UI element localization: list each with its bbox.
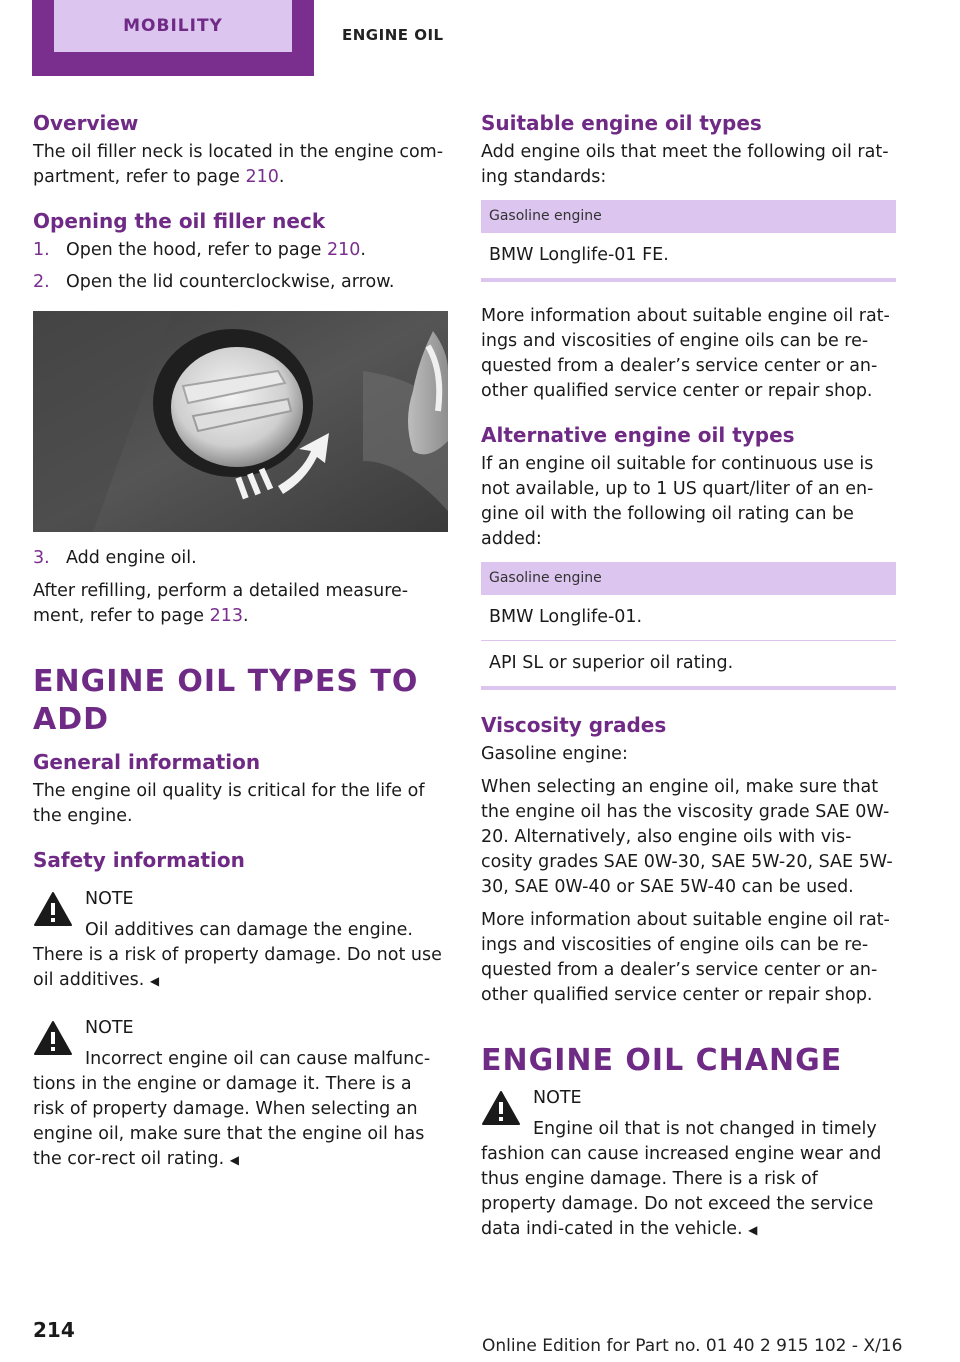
oil-table-1	[481, 200, 896, 282]
more-info-text: More information about suitable engine oil rat‐ings and viscosities of engine oils can be re‐quested from a dealer’s service center or an‐other qualified service center or repair shop.	[481, 910, 890, 1005]
table-row: BMW Longlife-01.	[481, 595, 896, 641]
steps-list	[33, 238, 448, 295]
steps-list-continued	[33, 546, 448, 571]
end-mark-icon: ◀	[748, 1223, 758, 1237]
safety-title: Safety information	[33, 848, 245, 872]
header-tab	[32, 0, 314, 76]
oil-table-2	[481, 562, 896, 690]
suitable-title: Suitable engine oil types	[481, 111, 762, 135]
table-row: BMW Longlife-01 FE.	[489, 245, 669, 265]
table-header: Gasoline engine	[481, 200, 896, 233]
note-block	[481, 1086, 896, 1243]
viscosity-text: When selecting an engine oil, make sure that the engine oil has the viscosity grade SAE 0W-20. Alternatively, also engine oils with vis‐cosity grades SAE 0W-30, SAE 5W-20, SAE 5W-30, SAE 0W-40 or SAE 5W-40 can be used.	[481, 777, 893, 897]
warning-triangle-icon	[33, 1020, 73, 1056]
warning-triangle-icon	[33, 891, 73, 927]
note-text: Incorrect engine oil can cause malfunc‐tions in the engine or damage it. There is a risk of property damage. When selecting an engine oil, make sure that the engine oil has the cor‐rect oil rating. ◀	[33, 1049, 431, 1169]
suitable-text: Add engine oils that meet the following oil rat‐ing standards:	[481, 142, 889, 187]
section-heading-types: ENGINE OIL TYPES TO ADD	[33, 664, 419, 737]
opening-title: Opening the oil filler neck	[33, 209, 326, 233]
page-number: 214	[33, 1318, 75, 1342]
oil-filler-cap-photo	[33, 311, 448, 532]
section-heading-change: ENGINE OIL CHANGE	[481, 1043, 843, 1078]
note-title: NOTE	[533, 1088, 582, 1108]
list-item: 3. Add engine oil.	[33, 548, 197, 568]
left-column	[33, 110, 448, 1181]
list-item: 2. Open the lid counterclockwise, arrow.	[33, 272, 395, 292]
end-mark-icon: ◀	[229, 1153, 239, 1167]
note-block	[33, 887, 448, 994]
note-title: NOTE	[85, 889, 134, 909]
right-column	[481, 110, 896, 1251]
page-link-210[interactable]: 210	[245, 167, 279, 187]
page-link-210[interactable]: 210	[327, 240, 361, 260]
page-link-213[interactable]: 213	[209, 606, 243, 626]
after-refill-text: After refilling, perform a detailed measure‐ment, refer to page 213.	[33, 581, 409, 626]
note-block	[33, 1016, 448, 1173]
table-row: API SL or superior oil rating.	[489, 653, 734, 673]
list-item: 1. Open the hood, refer to page 210.	[33, 240, 366, 260]
table-header: Gasoline engine	[481, 562, 896, 595]
note-title: NOTE	[85, 1018, 134, 1038]
alternative-title: Alternative engine oil types	[481, 423, 795, 447]
general-text: The engine oil quality is critical for the life of the engine.	[33, 781, 425, 826]
alternative-text: If an engine oil suitable for continuous use is not available, up to 1 US quart/liter of an en‐gine oil with the following oil rating can be added:	[481, 454, 874, 549]
overview-title: Overview	[33, 111, 139, 135]
edition-footer: Online Edition for Part no. 01 40 2 915 102 - X/16	[482, 1336, 903, 1356]
header-section-label: ENGINE OIL	[342, 26, 444, 44]
warning-triangle-icon	[481, 1090, 521, 1126]
viscosity-subtitle: Gasoline engine:	[481, 744, 628, 764]
header-tab-label: MOBILITY	[123, 16, 223, 36]
more-info-text: More information about suitable engine oil rat‐ings and viscosities of engine oils can be re‐quested from a dealer’s service center or an‐other qualified service center or repair shop.	[481, 306, 890, 401]
overview-text: The oil filler neck is located in the engine com‐partment, refer to page 210.	[33, 142, 444, 187]
end-mark-icon: ◀	[149, 974, 160, 988]
viscosity-title: Viscosity grades	[481, 713, 667, 737]
note-text: Engine oil that is not changed in timely fashion can cause increased engine wear and thus engine damage. There is a risk of property damage. Do not exceed the service data indi‐cated in the vehicle. ◀	[481, 1119, 882, 1239]
note-text: Oil additives can damage the engine. There is a risk of property damage. Do not use oil additives. ◀	[33, 920, 442, 990]
general-title: General information	[33, 750, 261, 774]
header-tab-inner	[54, 0, 292, 52]
